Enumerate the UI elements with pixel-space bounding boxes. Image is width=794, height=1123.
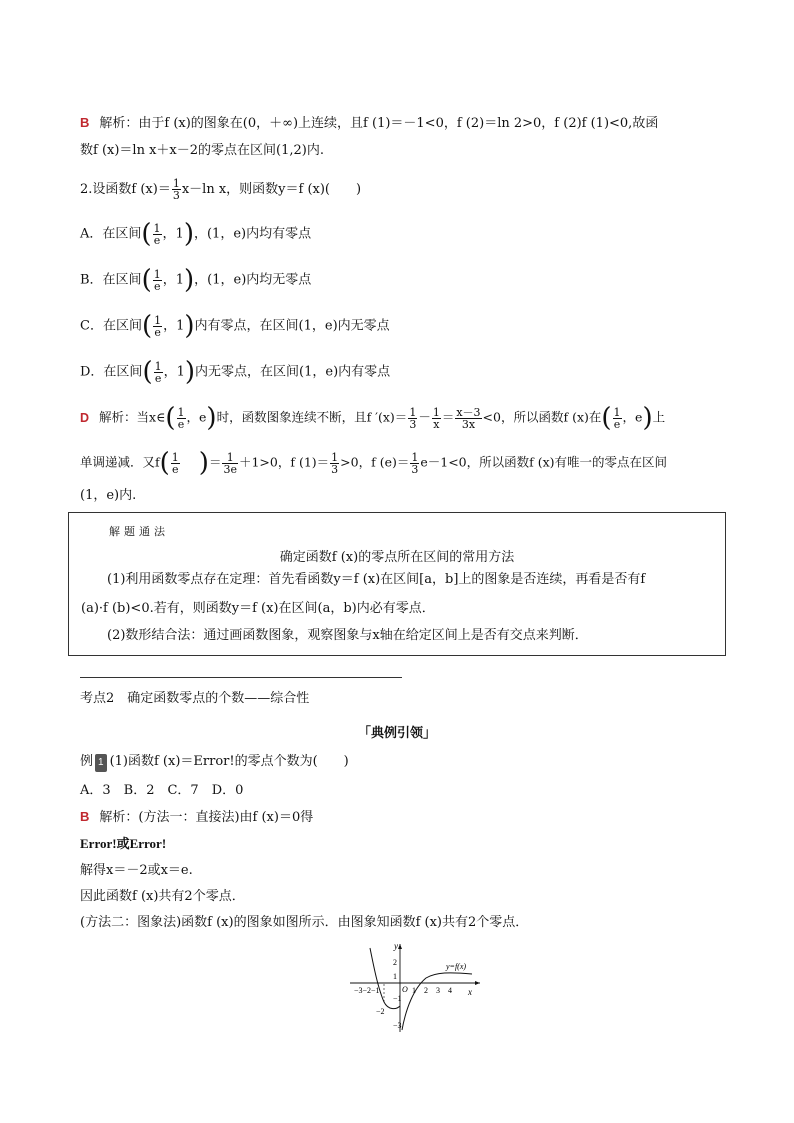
denominator: x xyxy=(433,417,440,431)
right-paren: ) xyxy=(206,403,217,433)
y-tick-2: 2 xyxy=(393,958,397,967)
left-paren: ( xyxy=(141,265,152,295)
question-2-stem xyxy=(80,178,361,201)
numerator: 1 xyxy=(613,405,621,419)
fraction xyxy=(153,269,162,292)
example-number-badge: 1 xyxy=(95,754,107,772)
option-prefix: B．在区间 xyxy=(80,272,142,288)
fraction xyxy=(153,223,162,246)
numerator: 1 xyxy=(172,177,180,190)
solution-text: 解析：当x∈ xyxy=(99,409,166,425)
option-suffix: ，(1，e)内均有零点 xyxy=(193,226,312,242)
solution-text: ，e xyxy=(622,409,643,425)
y-axis-label: y xyxy=(394,941,398,951)
fraction xyxy=(177,407,186,430)
left-paren: ( xyxy=(165,403,176,433)
y-axis-arrow xyxy=(398,944,402,949)
divider xyxy=(80,677,402,678)
denominator: 3 xyxy=(411,462,419,476)
denominator: 3 xyxy=(409,417,417,431)
left-paren: ( xyxy=(159,448,170,478)
option-mid: ，1 xyxy=(162,272,184,288)
fraction xyxy=(432,407,441,430)
example-question xyxy=(80,753,349,772)
answer-letter: B xyxy=(80,809,90,824)
operator: ＝ xyxy=(441,409,455,425)
function-graph xyxy=(340,938,490,1036)
solution-text: (1，e)内. xyxy=(80,488,137,503)
solution-text: 解析：(方法一：直接法)由f (x)＝0得 xyxy=(99,810,314,825)
solution-text: 上 xyxy=(652,409,666,425)
denominator: e xyxy=(154,371,162,385)
right-paren: ) xyxy=(184,311,195,341)
example-solution-2: 解得x＝－2或x＝e. xyxy=(80,863,193,878)
numerator: 1 xyxy=(222,452,238,464)
y-tick-neg1: −1 xyxy=(393,994,402,1003)
x-tick-1: 1 xyxy=(412,986,416,995)
option-prefix: C．在区间 xyxy=(80,318,142,334)
answer-line-2 xyxy=(80,142,324,160)
curve-right-branch xyxy=(402,973,472,1030)
example-options: A．3 B．2 C．7 D．0 xyxy=(80,783,244,798)
left-paren: ( xyxy=(142,357,153,387)
denominator: 3 xyxy=(331,462,339,476)
left-paren: ( xyxy=(141,311,153,341)
numerator: 1 xyxy=(171,450,179,464)
denominator: e xyxy=(153,233,161,247)
right-paren: ) xyxy=(198,448,209,478)
numerator: 1 xyxy=(153,267,161,281)
right-paren: ) xyxy=(184,357,196,387)
fraction xyxy=(171,452,180,475)
right-paren: ) xyxy=(642,403,653,433)
option-mid: ，1 xyxy=(163,318,185,334)
option-prefix: A．在区间 xyxy=(80,226,142,242)
denominator: 3x xyxy=(461,417,476,431)
origin-label: O xyxy=(402,985,408,994)
solution-text: 单调递减．又f xyxy=(80,454,160,470)
option-a xyxy=(80,221,311,247)
option-mid: ，1 xyxy=(163,364,185,380)
solution-text: ，e xyxy=(186,409,207,425)
operator: ＝ xyxy=(208,454,222,470)
fraction xyxy=(330,452,339,475)
answer-letter: B xyxy=(80,115,90,130)
fraction xyxy=(154,361,163,384)
answer-line-1 xyxy=(80,114,658,133)
example-solution-4: (方法二：图象法)函数f (x)的图象如图所示．由图象知函数f (x)共有2个零点． xyxy=(80,915,529,930)
x-tick-2: 2 xyxy=(424,986,428,995)
numerator: 1 xyxy=(154,359,162,373)
operator: － xyxy=(418,409,431,425)
option-prefix: D．在区间 xyxy=(80,364,143,380)
solution-text: e－1<0，所以函数f (x)有唯一的零点在区间 xyxy=(420,454,668,470)
method-box xyxy=(68,512,726,656)
option-suffix: 内有零点，在区间(1，e)内无零点 xyxy=(194,318,390,334)
numerator: 1 xyxy=(432,405,440,419)
numerator: 1 xyxy=(153,221,161,235)
option-c xyxy=(80,313,390,339)
left-paren: ( xyxy=(601,403,612,433)
option-suffix: 内无零点，在区间(1，e)内有零点 xyxy=(195,364,391,380)
option-d xyxy=(80,359,390,385)
solution-d-line-2 xyxy=(80,450,667,476)
method-line-3: (2)数形结合法：通过画函数图象，观察图象与x轴在给定区间上是否有交点来判断． xyxy=(107,628,588,643)
method-line-1: (1)利用函数零点存在定理：首先看函数y＝f (x)在区间[a，b]上的图象是否连续，再看是否有f xyxy=(107,572,646,587)
solution-text: 解析：由于f (x)的图象在(0，＋∞)上连续，且f (1)＝－1<0，f (2)＝ln 2>0，f (2)f (1)<0,故函 xyxy=(99,116,659,131)
numerator: 1 xyxy=(177,405,185,419)
answer-letter: D xyxy=(80,410,90,425)
denominator: e xyxy=(177,417,185,431)
numerator: x－3 xyxy=(456,405,481,419)
solution-text: 时，函数图象连续不断，且f ′(x)＝ xyxy=(216,409,408,425)
section-heading: 考点2 确定函数零点的个数——综合性 xyxy=(80,691,310,706)
method-title: 确定函数f (x)的零点所在区间的常用方法 xyxy=(279,550,515,565)
x-axis-arrow xyxy=(475,981,480,985)
denominator: e xyxy=(613,417,621,431)
denominator: e xyxy=(172,462,179,476)
fraction xyxy=(455,407,481,430)
numerator: 1 xyxy=(331,450,339,464)
solution-d-line-3 xyxy=(80,487,136,505)
example-header: 「典例引领」 xyxy=(357,726,436,741)
example-solution-3: 因此函数f (x)共有2个零点． xyxy=(80,889,245,904)
numerator: 1 xyxy=(409,405,417,419)
numerator: 1 xyxy=(411,450,419,464)
x-tick-4: 4 xyxy=(448,986,452,995)
example-label: 例 xyxy=(80,754,94,769)
right-paren: ) xyxy=(184,265,195,295)
fraction xyxy=(613,407,622,430)
example-solution-1 xyxy=(80,808,313,827)
stem-text: x－ln x，则函数y＝f (x)( ) xyxy=(181,182,362,197)
question-text: (1)函数f (x)＝Error!的零点个数为( ) xyxy=(109,754,349,769)
solution-text: 数f (x)＝ln x＋x－2的零点在区间(1,2)内. xyxy=(80,143,324,158)
numerator: 1 xyxy=(154,313,162,327)
solution-text: <0，所以函数f (x)在 xyxy=(482,409,602,425)
fraction xyxy=(222,452,238,475)
fraction xyxy=(408,407,417,430)
fraction xyxy=(153,315,162,338)
option-mid: ，1 xyxy=(162,226,184,242)
fraction xyxy=(410,452,419,475)
denominator: e xyxy=(153,279,161,293)
denominator: 3e xyxy=(223,462,237,476)
option-suffix: ，(1，e)内均无零点 xyxy=(194,272,312,288)
y-tick-1: 1 xyxy=(393,972,397,981)
right-paren: ) xyxy=(183,219,194,249)
method-line-2: (a)·f (b)<0.若有，则函数y＝f (x)在区间(a，b)内必有零点． xyxy=(81,601,435,616)
method-heading: 解题通法 xyxy=(109,525,169,538)
y-tick-neg3: −3 xyxy=(393,1021,402,1030)
solution-d-line-1 xyxy=(80,405,665,431)
stem-text: 2.设函数f (x)＝ xyxy=(80,182,171,197)
denominator: 3 xyxy=(172,189,180,202)
error-text: Error!或Error! xyxy=(80,836,167,851)
solution-text: >0，f (e)＝ xyxy=(340,454,410,470)
solution-text: ＋1>0，f (1)＝ xyxy=(238,454,330,470)
x-tick-3: 3 xyxy=(436,986,440,995)
fraction xyxy=(172,178,181,201)
y-tick-neg2: −2 xyxy=(376,1007,385,1016)
x-axis-label: x xyxy=(468,987,472,997)
left-paren: ( xyxy=(141,219,152,249)
option-b xyxy=(80,267,311,293)
denominator: e xyxy=(154,325,161,339)
x-ticks-negative: −3−2−1 xyxy=(354,986,380,995)
curve-label: y=f(x) xyxy=(446,962,467,971)
